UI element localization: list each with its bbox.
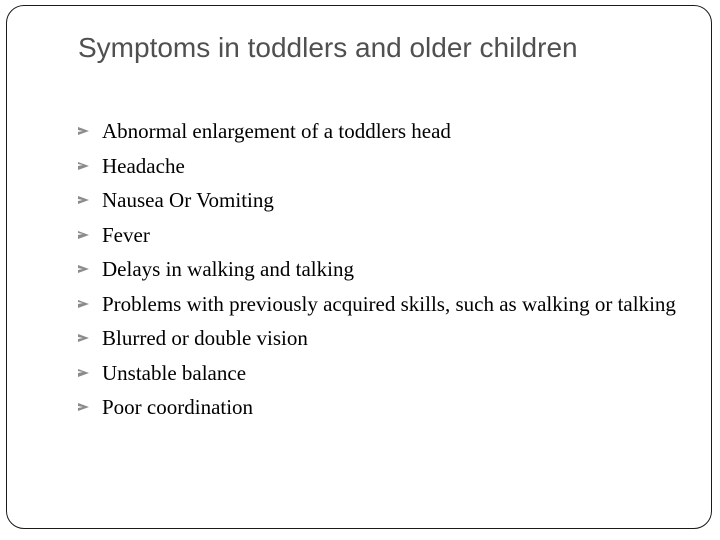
slide-title: Symptoms in toddlers and older children [78,32,578,63]
chevron-bullet-icon [78,300,89,308]
bullet-text: Abnormal enlargement of a toddlers head [102,119,451,143]
bullet-list [78,118,678,429]
chevron-bullet-icon [78,162,89,170]
bullet-item [78,360,678,387]
chevron-bullet-icon [78,403,89,411]
bullet-text: Blurred or double vision [102,326,308,350]
bullet-item [78,256,678,283]
bullet-text: Poor coordination [102,395,254,419]
bullet-text: Problems with previously acquired skills, such as walking or talking [102,291,676,316]
chevron-bullet-icon [78,334,89,342]
bullet-item [78,222,678,249]
bullet-item [78,325,678,352]
bullet-text: Fever [102,222,150,247]
bullet-item [78,394,678,421]
chevron-bullet-icon [78,196,89,204]
bullet-item [78,118,678,145]
bullet-text: Headache [102,153,185,178]
bullet-item [78,187,678,214]
chevron-bullet-icon [78,265,89,273]
bullet-item [78,153,678,180]
chevron-bullet-icon [78,369,89,377]
bullet-item [78,291,678,318]
bullet-text: Delays in walking and talking [102,257,354,281]
chevron-bullet-icon [78,231,89,239]
bullet-text: Unstable balance [102,360,247,385]
chevron-bullet-icon [78,127,89,135]
bullet-text: Nausea Or Vomiting [102,188,274,212]
